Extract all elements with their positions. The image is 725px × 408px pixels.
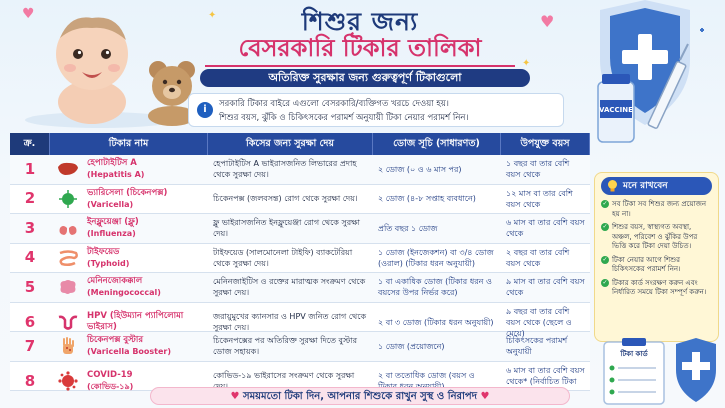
dose-cell: ২ ডোজ (৪-৮ সপ্তাহ ব্যবধানে) (378, 194, 476, 204)
info-icon: i (197, 102, 213, 118)
vaccine-name-bn: COVID-19 (87, 370, 133, 380)
vaccine-name-en: (কোভিড-১৯) (87, 382, 134, 391)
vaccine-name-en: (Varicella) (87, 199, 134, 209)
age-cell: ১২ মাস বা তার বেশি বয়স থেকে (506, 188, 573, 209)
reminder-list (601, 200, 712, 298)
table-row (10, 185, 590, 215)
vaccine-name-cell (50, 273, 208, 302)
reminder-item: ✓ সব টিকা সব শিশুর জন্য প্রয়োজন হয় না। (601, 200, 712, 219)
vaccine-name-en: (Influenza) (87, 229, 136, 239)
age-cell: ৯ মাস বা তার বেশি বয়স থেকে (506, 277, 585, 298)
vaccine-name-bn: ভ্যারিসেলা (চিকেনপক্স) (87, 187, 168, 198)
header-suitable-age: উপযুক্ত বয়স (501, 133, 590, 155)
virus-icon (55, 188, 81, 210)
protection-cell: চিকেনপক্স (জলবসন্ত) রোগ থেকে সুরক্ষা দেয়। (213, 194, 358, 204)
heart-icon: ♥ (230, 391, 240, 402)
heart-decoration-icon: ♥ (540, 12, 555, 31)
table-row (10, 155, 590, 185)
liver-icon (55, 158, 81, 180)
header-vaccine-name: টিকার নাম (50, 133, 208, 155)
protection-cell: জরায়ুমুখের ক্যানসার ও HPV জনিত রোগ থেকে সুরক্ষা দেয়। (213, 312, 367, 332)
age-cell: ৬ মাস বা তার বেশি বয়স থেকে* (নির্বাচিত টিকা (506, 365, 585, 386)
uterus-icon (55, 311, 81, 333)
footer-banner (150, 387, 570, 405)
age-cell: ১ বছর বা তার বেশি বয়স থেকে (506, 159, 570, 180)
reminder-item: ✓ টিকার কার্ড সংরক্ষণ করুন এবং নির্ধারিত সময়ে টিকা সম্পূর্ণ করুন। (601, 279, 712, 298)
table-header-row (10, 133, 590, 155)
vaccine-name-cell (50, 214, 208, 243)
hand-icon (55, 335, 81, 357)
protection-cell: টাইফয়েড (সালমোনেলা টাইফি) ব্যাকটেরিয়া থেকে সুরক্ষা দেয়। (213, 247, 353, 268)
table-row (10, 303, 590, 338)
row-number: 2 (24, 189, 36, 208)
vaccine-name-bn: ইনফ্লুয়েঞ্জা (ফ্লু) (87, 217, 139, 228)
dose-cell: ২ ডোজ (০ ও ৬ মাস পর) (378, 164, 462, 174)
info-note (188, 93, 564, 127)
vaccine-name-cell (50, 244, 208, 273)
row-number: 3 (24, 218, 36, 237)
vaccine-name-en: (Typhoid) (87, 258, 130, 268)
row-number: 6 (24, 312, 36, 331)
baby-illustration (30, 4, 200, 122)
intestine-icon (55, 247, 81, 269)
note-line-1: সরকারি টিকার বাইরে এগুলো বেসরকারি/ব্যক্তিগত খরচে দেওয়া হয়। (219, 99, 449, 109)
vaccine-name-bn: টাইফয়েড (87, 246, 120, 257)
vaccine-table (10, 133, 590, 391)
row-number: 7 (24, 336, 36, 355)
protection-cell: চিকেনপক্সের পর অতিরিক্ত সুরক্ষা দিতে বুস্টার ডোজ সহায়ক। (213, 336, 357, 357)
card-label: টিকা কার্ড (620, 350, 648, 358)
dose-cell: ১ ডোজ (প্রয়োজনে) (378, 341, 445, 351)
lungs-icon (55, 217, 81, 239)
vaccine-name-bn: হেপাটাইটিস A (87, 158, 137, 169)
dose-cell: ১ ডোজ (ইনজেকশন) বা ৩/৪ ডোজ (ওরাল) (টিকার ধরন অনুযায়ী) (378, 247, 494, 268)
subtitle-banner: অতিরিক্ত সুরক্ষার জন্য গুরুত্বপূর্ণ টিকাগুলো (200, 69, 530, 87)
dose-cell: ২ বা ৩ ডোজ (টিকার ধরন অনুযায়ী) (378, 317, 494, 327)
table-row (10, 273, 590, 303)
dose-cell: প্রতি বছর ১ ডোজ (378, 223, 438, 233)
heart-decoration-icon: ♥ (22, 6, 35, 22)
row-number: 1 (24, 159, 36, 178)
protection-cell: ফ্লু ভাইরাসজনিত ইনফ্লুয়েঞ্জা রোগ থেকে সুরক্ষা দেয়। (213, 218, 360, 239)
protection-cell: কোভিড-১৯ ভাইরাসের সংক্রমণ থেকে সুরক্ষা (213, 371, 355, 380)
vaccine-name-cell (50, 332, 208, 361)
reminder-item: ✓ টিকা নেয়ার আগে শিশুর চিকিৎসকের পরামর্শ নিন। (601, 256, 712, 275)
page-title-line2: বেসরকারি টিকার তালিকা (205, 30, 515, 67)
vaccine-name-bn: চিকেনপক্স বুস্টার (87, 335, 144, 346)
vaccine-name-bn: মেনিনজোকক্কাল (87, 276, 143, 287)
age-cell: ২ বছর বা তার বেশি বয়স থেকে (506, 247, 570, 268)
vaccine-name-bn: HPV (হিউম্যান প্যাপিলোমা ভাইরাস) (87, 311, 184, 332)
vaccine-name-en: (Hepatitis A) (87, 170, 145, 180)
vaccine-card-illustration (600, 336, 718, 406)
shield-vaccine-illustration (570, 0, 720, 150)
reminder-panel (594, 172, 719, 342)
table-row (10, 214, 590, 244)
vaccine-vial-label: VACCINE (599, 106, 633, 114)
row-number: 4 (24, 248, 36, 267)
star-decoration-icon: ✦ (208, 10, 217, 21)
table-row (10, 332, 590, 362)
row-number: 5 (24, 277, 36, 296)
vaccine-name-en: (Meningococcal) (87, 288, 161, 298)
page-title-line1: শিশুর জন্য (301, 7, 419, 36)
age-cell: ৯ বছর বা তার বেশি বয়স থেকে (ছেলে ও মেয়ে) (506, 306, 572, 338)
table-body (10, 155, 590, 391)
vaccine-name-cell (50, 185, 208, 214)
header-protection: কিসের জন্য সুরক্ষা দেয় (208, 133, 373, 155)
vaccine-name-en: (Varicella Booster) (87, 347, 172, 357)
dose-cell: ১ বা একাধিক ডোজ (টিকার ধরন ও বয়সের উপর নির্ভর করে) (378, 277, 492, 298)
footer-text: সময়মতো টিকা দিন, আপনার শিশুকে রাখুন সুস্থ ও নিরাপদ (243, 391, 477, 402)
row-number: 8 (24, 371, 36, 390)
heart-icon: ♥ (480, 391, 490, 402)
table-row (10, 244, 590, 274)
age-cell: চিকিৎসকের পরামর্শ অনুযায়ী (506, 336, 568, 357)
brain-icon (55, 276, 81, 298)
coronavirus-icon (55, 370, 81, 392)
age-cell: ৬ মাস বা তার বেশি বয়স থেকে (506, 218, 585, 239)
dose-cell: ২ বা ততোধিক ডোজ (বয়স ও (378, 371, 475, 380)
reminder-item: ✓ শিশুর বয়স, স্বাস্থ্যগত অবস্থা, অঞ্চল, পরিবেশ ও ঝুঁকির উপর ভিত্তি করে টিকা দেয়া উচিত। (601, 223, 712, 252)
reminder-heading-label: মনে রাখবেন (623, 181, 668, 191)
lightbulb-icon (606, 179, 619, 193)
vaccine-name-cell (50, 155, 208, 184)
header-serial: ক্র. (10, 133, 50, 155)
header-dose-schedule: ডোজ সূচি (সাধারণত) (373, 133, 501, 155)
star-decoration-icon: ✦ (522, 58, 531, 69)
protection-cell: মেনিনজাইটিস ও রক্তের মারাত্মক সংক্রমণ থেকে সুরক্ষা দেয়। (213, 277, 366, 298)
protection-cell: হেপাটাইটিস A ভাইরাসজনিত লিভারের প্রদাহ থেকে সুরক্ষা দেয়। (213, 159, 357, 180)
note-line-2: শিশুর বয়স, ঝুঁকি ও চিকিৎসকের পরামর্শ অনুযায়ী টিকা নেয়ার পরামর্শ নিন। (219, 113, 469, 123)
reminder-heading (601, 177, 712, 195)
